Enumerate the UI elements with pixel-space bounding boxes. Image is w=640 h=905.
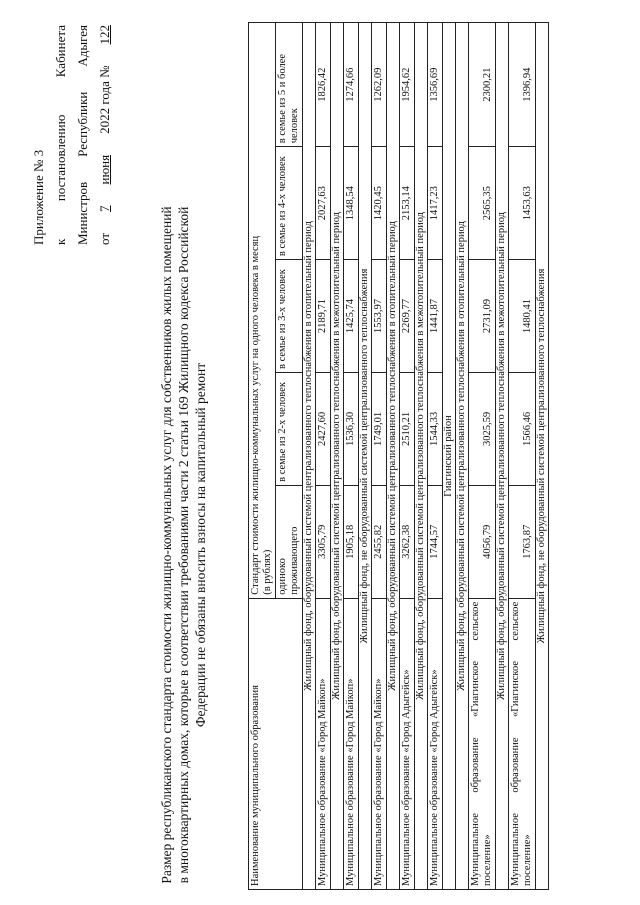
value-cell: 1763,87 [509,485,536,598]
table-row [400,23,415,890]
value-cell: 1425,74 [344,260,359,373]
appendix-day: 7 [97,205,112,212]
section-label: Жилищный фонд, оборудованный системой централизованного теплоснабжения в межотопительный период [415,23,428,890]
table-section-row [443,23,456,890]
table-section-row [387,23,400,890]
header-col-single: одиноко проживающего [276,485,303,598]
table-section-row [415,23,428,890]
table-row [428,23,443,890]
section-label: Жилищный фонд, не оборудованный системой централизованного теплоснабжения [359,23,372,890]
table-row [372,23,387,890]
title-line-3: Федерации не обязаны вносить взносы на капитальный ремонт [193,362,208,728]
appendix-block [28,25,116,245]
value-cell: 1274,66 [344,23,359,147]
section-label: Жилищный фонд, оборудованный системой централизованного теплоснабжения в межотопительный период [496,23,509,890]
municipality-name: Муниципальное образование «Город Майкоп» [344,598,359,889]
header-unit: (в рублях) [262,549,273,595]
appendix-number: Приложение № 3 [31,149,46,245]
value-cell: 2269,77 [400,260,415,373]
appendix-doc-number: 122 [97,25,112,45]
table-section-row [331,23,344,890]
header-col-three: в семье из 3-х человек [276,260,303,373]
title-line-2: в многоквартирных домах, которые в соответствии требованиями части 2 статьи 169 Жилищного кодекса Российской [176,206,191,884]
value-cell: 1420,45 [372,147,387,260]
header-col-two: в семье из 2-х человек [276,373,303,486]
value-cell: 1396,94 [509,23,536,147]
value-cell: 1417,23 [428,147,443,260]
table-row [509,23,536,890]
value-cell: 1441,87 [428,260,443,373]
rotated-sheet [20,20,620,890]
standards-table [248,22,549,890]
header-standard [249,23,276,599]
table-section-row [456,23,469,890]
table-body [303,23,549,890]
appendix-month: июня [97,154,112,185]
table-section-row [359,23,372,890]
municipality-name: Муниципальное образование «Гиагинское сельское поселение» [469,598,496,889]
appendix-cabinet: Кабинета [53,25,68,78]
table-row [469,23,496,890]
municipality-name: Муниципальное образование «Город Адыгейск» [400,598,415,889]
section-label: Жилищный фонд, оборудованный системой централизованного теплоснабжения в отопительный период [456,23,469,890]
section-label: Жилищный фонд, не оборудованный системой централизованного теплоснабжения [536,23,549,890]
value-cell: 1262,09 [372,23,387,147]
value-cell: 1453,63 [509,147,536,260]
appendix-to: к [53,238,68,245]
value-cell: 1744,57 [428,485,443,598]
table-section-row [496,23,509,890]
value-cell: 3305,79 [316,485,331,598]
table-section-row [303,23,316,890]
header-municipality: Наименование муниципального образования [249,598,303,889]
value-cell: 1348,54 [344,147,359,260]
value-cell: 2731,09 [469,260,496,373]
value-cell: 2300,21 [469,23,496,147]
title-line-1: Размер республиканского стандарта стоимости жилищно-коммунальных услуг для собственников жилых помещений [159,206,174,884]
value-cell: 1826,42 [316,23,331,147]
municipality-name: Муниципальное образование «Город Майкоп» [316,598,331,889]
header-standard-text: Стандарт стоимости жилищно-коммунальных услуг на одного человека в месяц [250,235,261,595]
value-cell: 2153,14 [400,147,415,260]
value-cell: 1356,69 [428,23,443,147]
section-label: Жилищный фонд, оборудованный системой централизованного теплоснабжения в межотопительный период [331,23,344,890]
appendix-republic: Республики [75,91,90,157]
header-col-five-plus: в семье из 5 и более человек [276,23,303,147]
value-cell: 1480,41 [509,260,536,373]
section-label: Жилищный фонд, оборудованный системой централизованного теплоснабжения в отопительный период [303,23,316,890]
appendix-resolution: постановлению [53,114,68,202]
section-label: Жилищный фонд, оборудованный системой централизованного теплоснабжения в отопительный период [387,23,400,890]
appendix-line3 [72,25,94,245]
value-cell: 2027,63 [316,147,331,260]
value-cell: 1905,18 [344,485,359,598]
appendix-date-line [94,25,116,245]
appendix-line2 [50,25,72,245]
value-cell: 2510,21 [400,373,415,486]
section-label: Гиагинский район [443,23,456,890]
value-cell: 1954,62 [400,23,415,147]
value-cell: 2565,35 [469,147,496,260]
table-section-row [536,23,549,890]
value-cell: 2189,71 [316,260,331,373]
appendix-ministers: Министров [75,181,90,245]
value-cell: 2455,82 [372,485,387,598]
appendix-from: от [97,232,112,245]
value-cell: 1749,01 [372,373,387,486]
table-row [344,23,359,890]
appendix-adygea: Адыгея [75,25,90,67]
value-cell: 1544,33 [428,373,443,486]
document-title [158,200,209,890]
municipality-name: Муниципальное образование «Гиагинское сельское поселение» [509,598,536,889]
value-cell: 1566,46 [509,373,536,486]
value-cell: 3262,38 [400,485,415,598]
municipality-name: Муниципальное образование «Город Адыгейск» [428,598,443,889]
value-cell: 3025,59 [469,373,496,486]
municipality-name: Муниципальное образование «Город Майкоп» [372,598,387,889]
value-cell: 1553,97 [372,260,387,373]
appendix-year: 2022 года № [97,65,112,134]
value-cell: 4056,79 [469,485,496,598]
value-cell: 1536,30 [344,373,359,486]
value-cell: 2427,60 [316,373,331,486]
table-row [316,23,331,890]
header-col-four: в семье из 4-х человек [276,147,303,260]
